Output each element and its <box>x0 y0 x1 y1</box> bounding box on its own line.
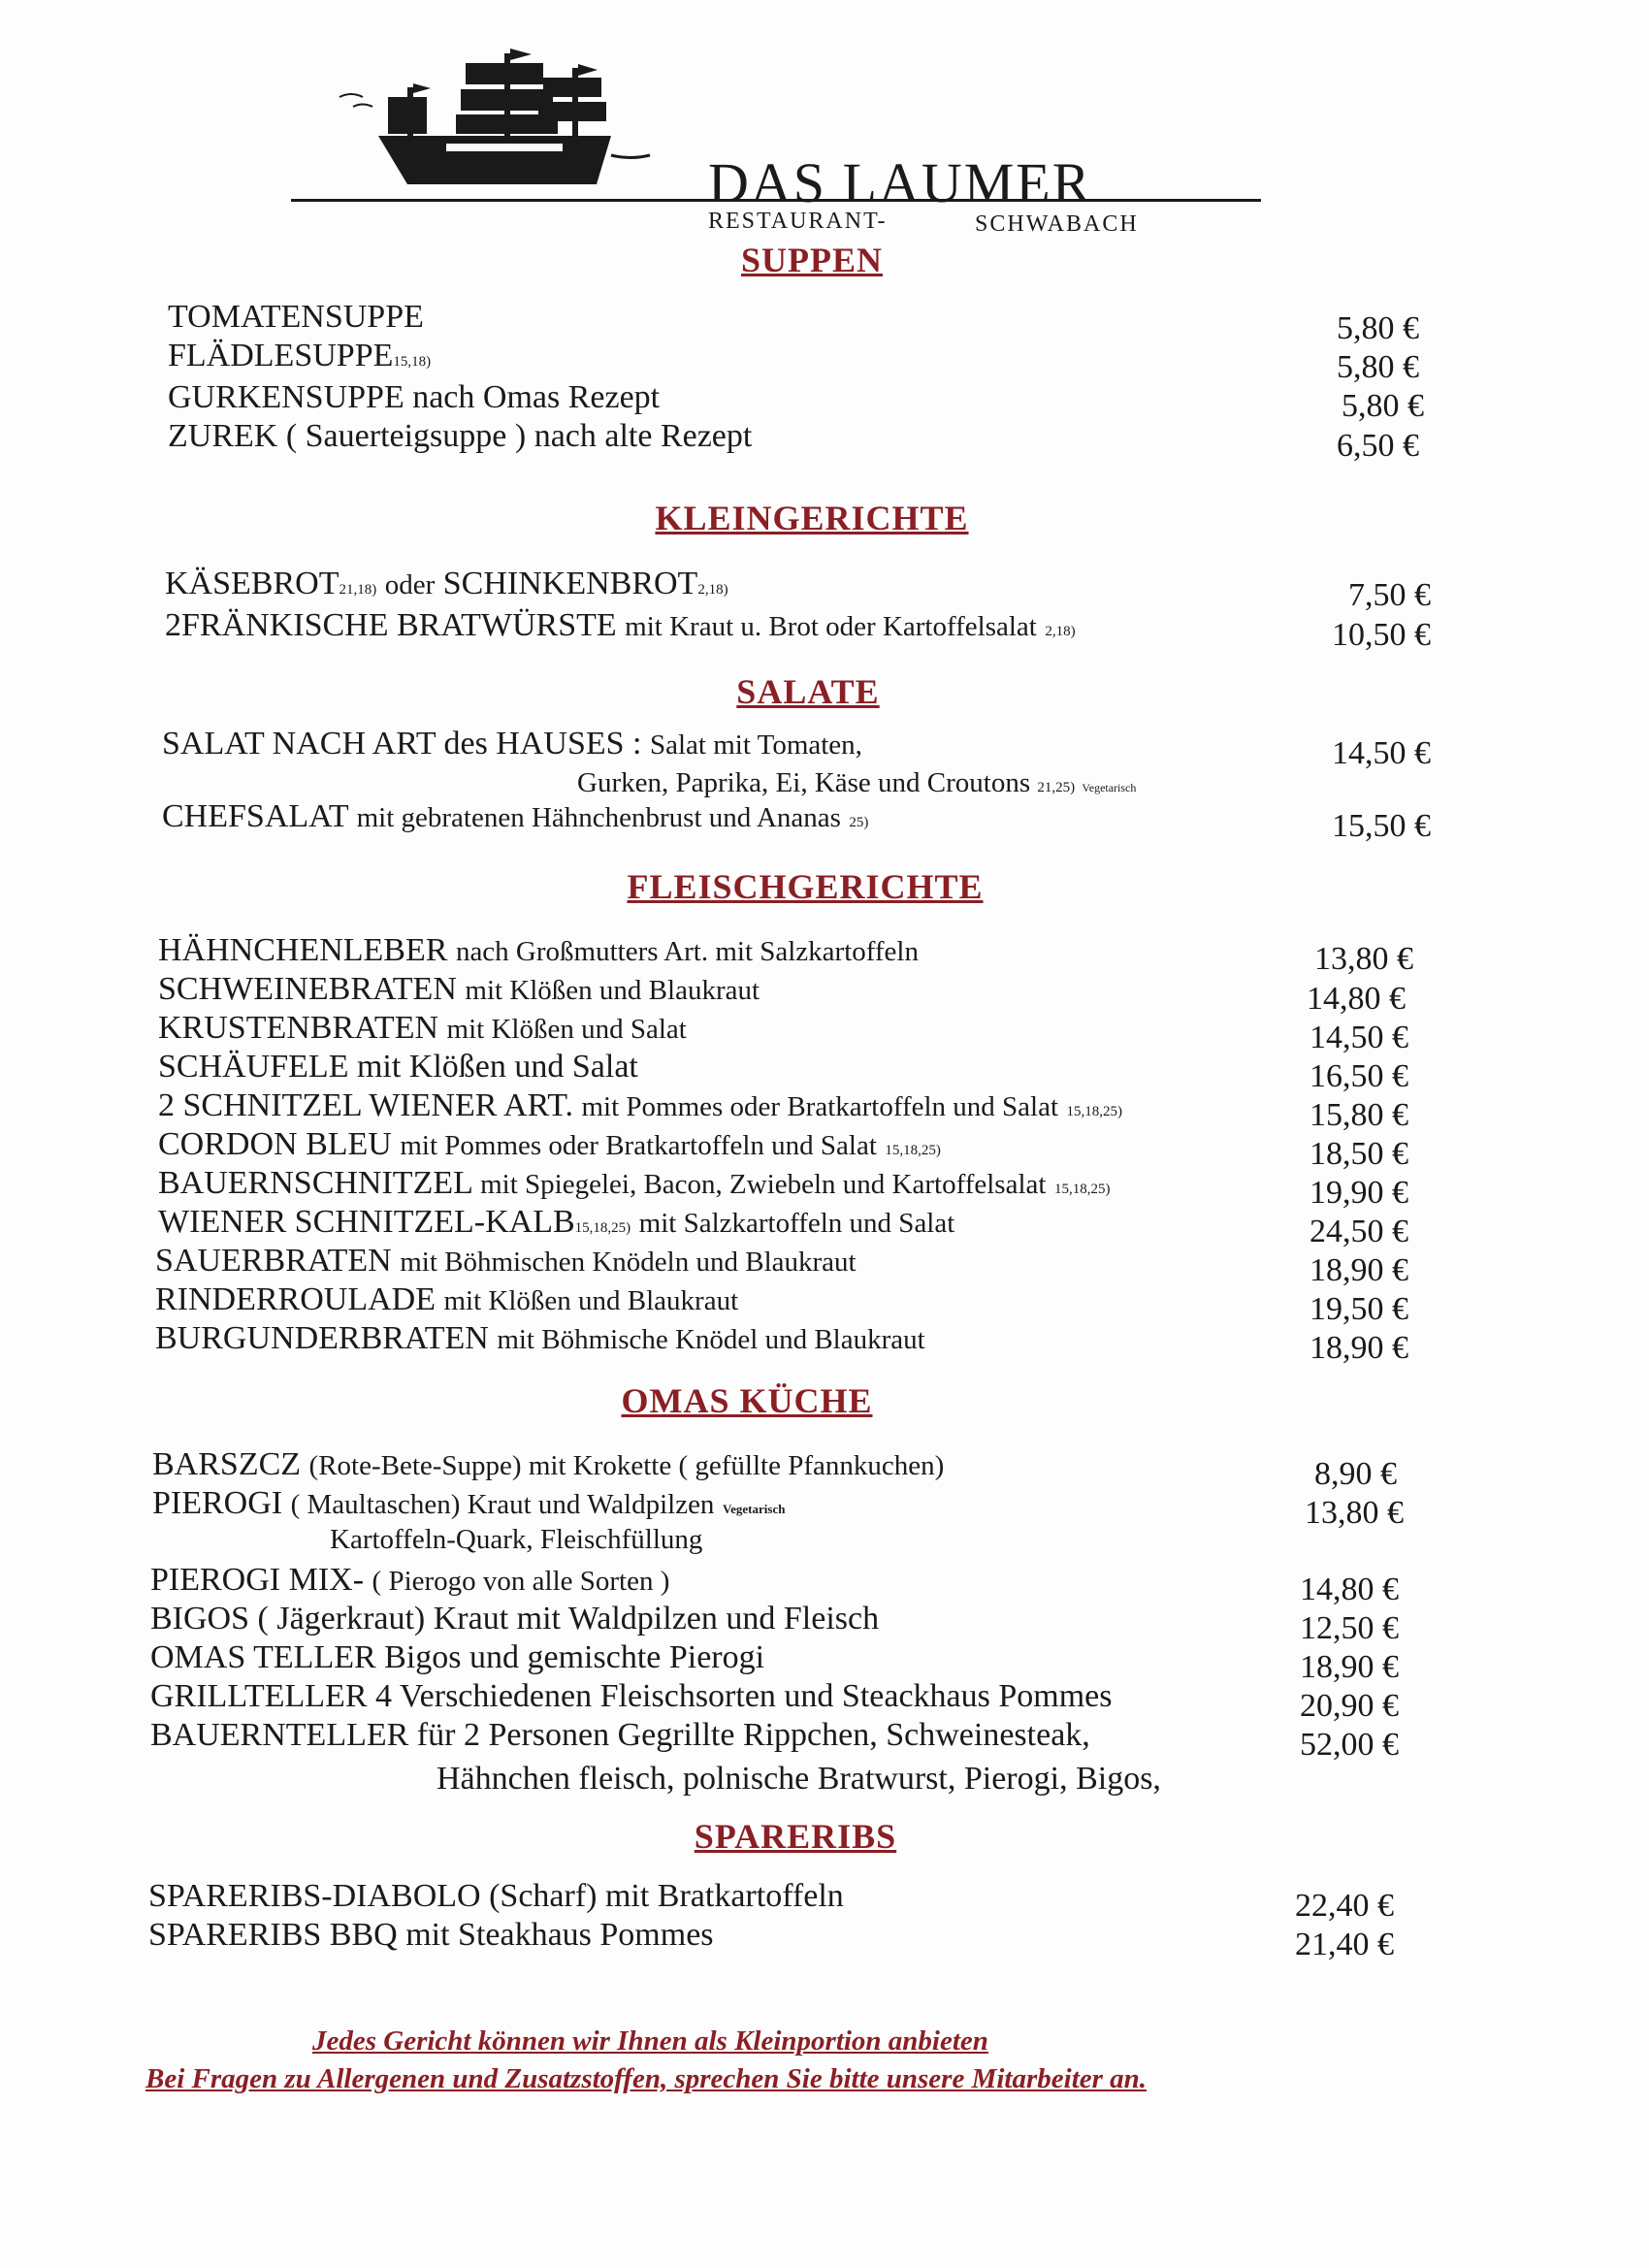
price: 22,40 € <box>1295 1888 1394 1924</box>
price: 15,80 € <box>1310 1097 1408 1133</box>
menu-item: PIEROGI ( Maultaschen) Kraut und Waldpilzen Vegetarisch <box>152 1485 786 1521</box>
menu-item: WIENER SCHNITZEL-KALB15,18,25) mit Salzkartoffeln und Salat <box>158 1204 955 1240</box>
price: 18,90 € <box>1300 1649 1399 1685</box>
menu-item: GRILLTELLER 4 Verschiedenen Fleischsorten und Steackhaus Pommes <box>150 1678 1113 1714</box>
restaurant-subtitle-left: RESTAURANT- <box>708 209 888 234</box>
note-allergene: Bei Fragen zu Allergenen und Zusatzstoffen, sprechen Sie bitte unsere Mitarbeiter an. <box>146 2063 1148 2094</box>
menu-item: BAUERNSCHNITZEL mit Spiegelei, Bacon, Zwiebeln und Kartoffelsalat 15,18,25) <box>158 1165 1111 1201</box>
section-kleingerichte: KLEINGERICHTE <box>655 499 969 537</box>
menu-item: BURGUNDERBRATEN mit Böhmische Knödel und Blaukraut <box>155 1320 925 1356</box>
menu-item-detail: Kartoffeln-Quark, Fleischfüllung <box>330 1524 703 1555</box>
menu-item: PIEROGI MIX- ( Pierogo von alle Sorten ) <box>150 1562 670 1598</box>
price: 21,40 € <box>1295 1927 1394 1962</box>
restaurant-subtitle-right: SCHWABACH <box>975 211 1139 237</box>
price: 6,50 € <box>1337 428 1419 464</box>
price: 5,80 € <box>1337 349 1419 385</box>
price: 20,90 € <box>1300 1688 1399 1724</box>
menu-item: TOMATENSUPPE <box>168 299 424 335</box>
menu-item: BARSZCZ (Rote-Bete-Suppe) mit Krokette ( gefüllte Pfannkuchen) <box>152 1446 945 1482</box>
section-suppen: SUPPEN <box>740 241 884 279</box>
price: 5,80 € <box>1337 310 1419 346</box>
menu-item: SPARERIBS-DIABOLO (Scharf) mit Bratkartoffeln <box>148 1878 844 1914</box>
menu-item: HÄHNCHENLEBER nach Großmutters Art. mit Salzkartoffeln <box>158 932 919 968</box>
price: 19,90 € <box>1310 1175 1408 1211</box>
menu-item: KÄSEBROT21,18) oder SCHINKENBROT2,18) <box>165 566 728 601</box>
menu-item: BAUERNTELLER für 2 Personen Gegrillte Rippchen, Schweinesteak, <box>150 1717 1090 1753</box>
menu-item: CHEFSALAT mit gebratenen Hähnchenbrust und Ananas 25) <box>162 798 869 834</box>
price: 5,80 € <box>1342 388 1424 424</box>
ship-logo-icon <box>320 29 669 204</box>
menu-item: OMAS TELLER Bigos und gemischte Pierogi <box>150 1639 765 1675</box>
price: 19,50 € <box>1310 1291 1408 1327</box>
price: 52,00 € <box>1300 1727 1399 1763</box>
menu-item: CORDON BLEU mit Pommes oder Bratkartoffeln und Salat 15,18,25) <box>158 1126 941 1162</box>
price: 12,50 € <box>1300 1610 1399 1646</box>
price: 7,50 € <box>1348 577 1431 613</box>
restaurant-name: DAS LAUMER <box>708 151 1092 214</box>
menu-item: ZUREK ( Sauerteigsuppe ) nach alte Rezept <box>168 418 753 454</box>
price: 10,50 € <box>1332 617 1431 653</box>
menu-item: SCHÄUFELE mit Klößen und Salat <box>158 1049 638 1085</box>
section-spareribs: SPARERIBS <box>694 1817 897 1856</box>
menu-item-detail: Gurken, Paprika, Ei, Käse und Croutons 21,25) Vegetarisch <box>577 767 1137 798</box>
price: 13,80 € <box>1305 1495 1404 1531</box>
price: 24,50 € <box>1310 1214 1408 1249</box>
menu-item: FLÄDLESUPPE15,18) <box>168 338 432 373</box>
price: 15,50 € <box>1332 808 1431 844</box>
menu-item: 2 SCHNITZEL WIENER ART. mit Pommes oder Bratkartoffeln und Salat 15,18,25) <box>158 1087 1123 1123</box>
price: 14,80 € <box>1307 981 1406 1017</box>
menu-item: 2FRÄNKISCHE BRATWÜRSTE mit Kraut u. Brot oder Kartoffelsalat 2,18) <box>165 607 1076 643</box>
price: 18,90 € <box>1310 1330 1408 1366</box>
price: 18,50 € <box>1310 1136 1408 1172</box>
price: 18,90 € <box>1310 1252 1408 1288</box>
price: 16,50 € <box>1310 1058 1408 1094</box>
menu-item: SAUERBRATEN mit Böhmischen Knödeln und Blaukraut <box>155 1243 857 1279</box>
menu-item-detail: Hähnchen fleisch, polnische Bratwurst, Pierogi, Bigos, <box>436 1761 1161 1797</box>
menu-item: RINDERROULADE mit Klößen und Blaukraut <box>155 1281 739 1317</box>
menu-item: BIGOS ( Jägerkraut) Kraut mit Waldpilzen und Fleisch <box>150 1601 880 1636</box>
price: 8,90 € <box>1314 1456 1397 1492</box>
price: 14,80 € <box>1300 1571 1399 1607</box>
section-omas-kueche: OMAS KÜCHE <box>621 1381 873 1420</box>
menu-item: GURKENSUPPE nach Omas Rezept <box>168 379 661 415</box>
price: 13,80 € <box>1314 941 1413 977</box>
menu-item: KRUSTENBRATEN mit Klößen und Salat <box>158 1010 687 1046</box>
note-kleinportion: Jedes Gericht können wir Ihnen als Kleinportion anbieten <box>312 2025 988 2057</box>
section-salate: SALATE <box>736 672 880 711</box>
menu-item: SPARERIBS BBQ mit Steakhaus Pommes <box>148 1917 714 1953</box>
price: 14,50 € <box>1310 1020 1408 1055</box>
menu-item: SALAT NACH ART des HAUSES : Salat mit Tomaten, <box>162 726 862 761</box>
section-fleischgerichte: FLEISCHGERICHTE <box>627 867 984 906</box>
menu-item: SCHWEINEBRATEN mit Klößen und Blaukraut <box>158 971 760 1007</box>
price: 14,50 € <box>1332 735 1431 771</box>
